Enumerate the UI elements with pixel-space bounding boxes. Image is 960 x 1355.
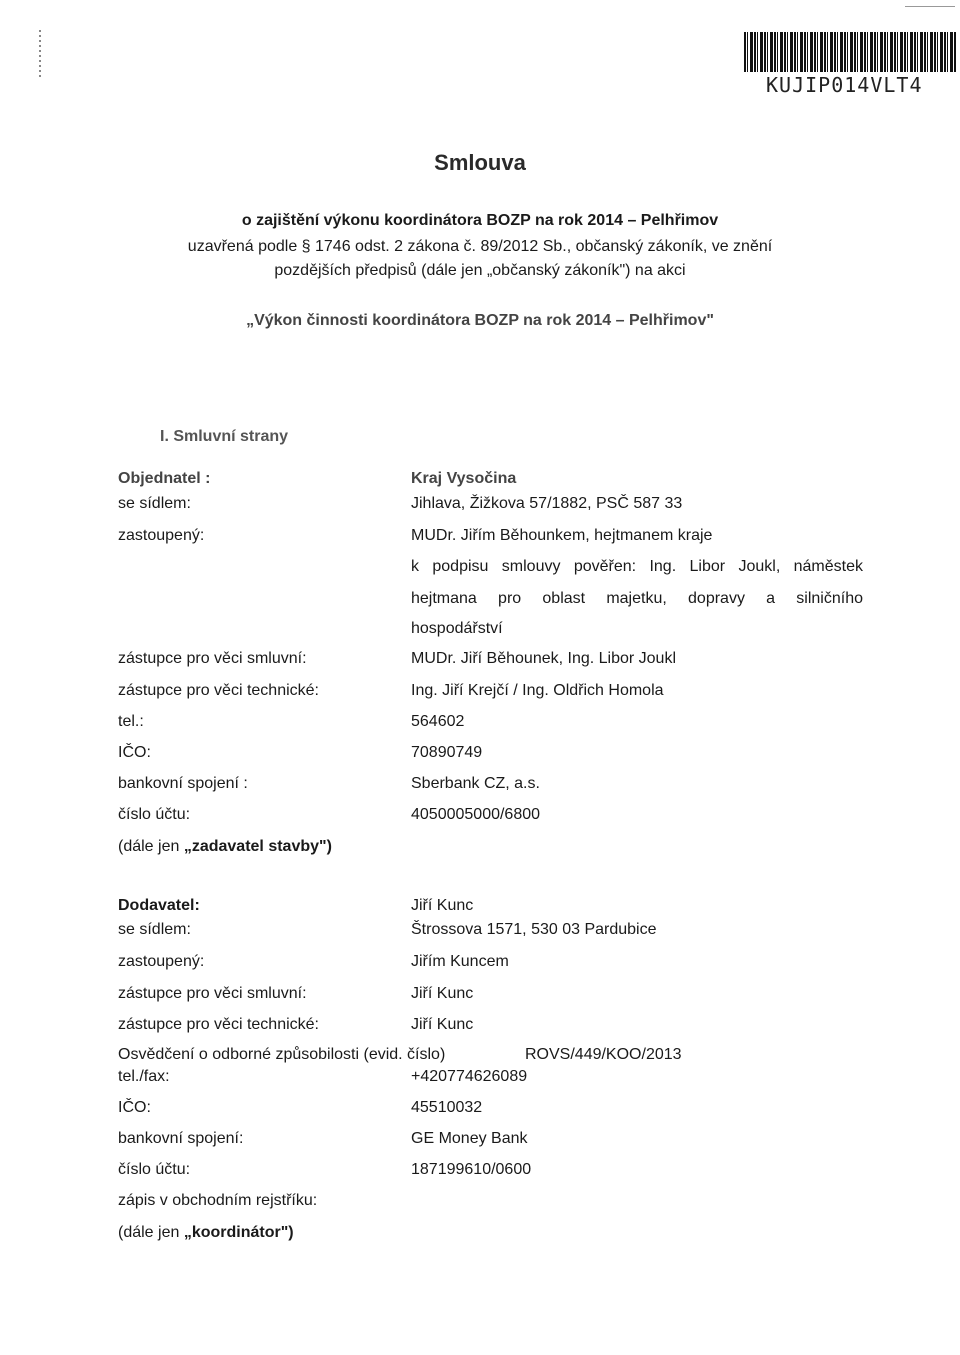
client-bank-label: bankovní spojení : [118, 775, 248, 792]
scan-margin-mark [39, 30, 41, 80]
supplier-seat-label: se sídlem: [118, 921, 191, 938]
supplier-bank-label: bankovní spojení: [118, 1130, 244, 1147]
document-code: KUJIP014VLT4 [766, 73, 923, 97]
client-name: Kraj Vysočina [411, 470, 517, 487]
supplier-alias [118, 1224, 294, 1242]
client-tel-label: tel.: [118, 713, 144, 730]
supplier-bank: GE Money Bank [411, 1130, 528, 1147]
intro-line-2: uzavřená podle § 1746 odst. 2 zákona č. 89/2012 Sb., občanský zákoník, ve znění [187, 238, 773, 255]
scan-line [905, 6, 955, 7]
intro-line-1: o zajištění výkonu koordinátora BOZP na rok 2014 – Pelhřimov [241, 212, 719, 229]
client-alias-name: „zadavatel stavby") [183, 838, 332, 855]
client-contract-rep: MUDr. Jiří Běhounek, Ing. Libor Joukl [411, 650, 677, 667]
supplier-contract-rep: Jiří Kunc [411, 985, 474, 1002]
client-authorized-line-1: k podpisu smlouvy pověřen: Ing. Libor Joukl, náměstek [411, 558, 863, 575]
document-title: Smlouva [434, 150, 526, 175]
supplier-represented: Jiřím Kuncem [411, 953, 509, 970]
supplier-seat: Štrossova 1571, 530 03 Pardubice [411, 921, 657, 938]
section-heading: I. Smluvní strany [160, 428, 289, 445]
client-alias-prefix: (dále jen [118, 838, 184, 855]
supplier-alias-prefix: (dále jen [118, 1224, 184, 1241]
supplier-certificate: ROVS/449/KOO/2013 [525, 1046, 682, 1063]
client-represented-label: zastoupený: [118, 527, 205, 544]
client-authorized-line-3: hospodářství [411, 620, 503, 637]
supplier-represented-label: zastoupený: [118, 953, 205, 970]
client-tel: 564602 [411, 713, 465, 730]
supplier-contract-rep-label: zástupce pro věci smluvní: [118, 985, 307, 1002]
supplier-tel: +420774626089 [411, 1068, 528, 1085]
client-account: 4050005000/6800 [411, 806, 541, 823]
supplier-alias-name: „koordinátor") [183, 1224, 294, 1241]
client-ico-label: IČO: [118, 744, 151, 761]
client-bank: Sberbank CZ, a.s. [411, 775, 540, 792]
client-account-label: číslo účtu: [118, 806, 191, 823]
intro-line-3: pozdějších předpisů (dále jen „občanský zákoník") na akci [274, 262, 686, 279]
client-seat: Jihlava, Žižkova 57/1882, PSČ 587 33 [411, 495, 683, 512]
barcode [744, 32, 956, 72]
client-alias [118, 838, 332, 856]
client-seat-label: se sídlem: [118, 495, 191, 512]
client-authorized-line-2: hejtmana pro oblast majetku, dopravy a silničního [411, 590, 863, 607]
client-tech-rep-label: zástupce pro věci technické: [118, 682, 319, 699]
client-tech-rep: Ing. Jiří Krejčí / Ing. Oldřich Homola [411, 682, 664, 699]
supplier-ico: 45510032 [411, 1099, 483, 1116]
project-name: „Výkon činnosti koordinátora BOZP na rok 2014 – Pelhřimov" [246, 312, 714, 329]
supplier-account: 187199610/0600 [411, 1161, 532, 1178]
supplier-tel-label: tel./fax: [118, 1068, 170, 1085]
supplier-tech-rep-label: zástupce pro věci technické: [118, 1016, 319, 1033]
supplier-name: Jiří Kunc [411, 897, 474, 914]
client-ico: 70890749 [411, 744, 483, 761]
supplier-register-label: zápis v obchodním rejstříku: [118, 1192, 318, 1209]
supplier-ico-label: IČO: [118, 1099, 151, 1116]
client-contract-rep-label: zástupce pro věci smluvní: [118, 650, 307, 667]
supplier-tech-rep: Jiří Kunc [411, 1016, 474, 1033]
supplier-certificate-label: Osvědčení o odborné způsobilosti (evid. číslo) [118, 1046, 446, 1063]
client-role-label: Objednatel : [118, 470, 211, 487]
supplier-account-label: číslo účtu: [118, 1161, 191, 1178]
client-represented: MUDr. Jiřím Běhounkem, hejtmanem kraje [411, 527, 713, 544]
supplier-role-label: Dodavatel: [118, 897, 200, 914]
